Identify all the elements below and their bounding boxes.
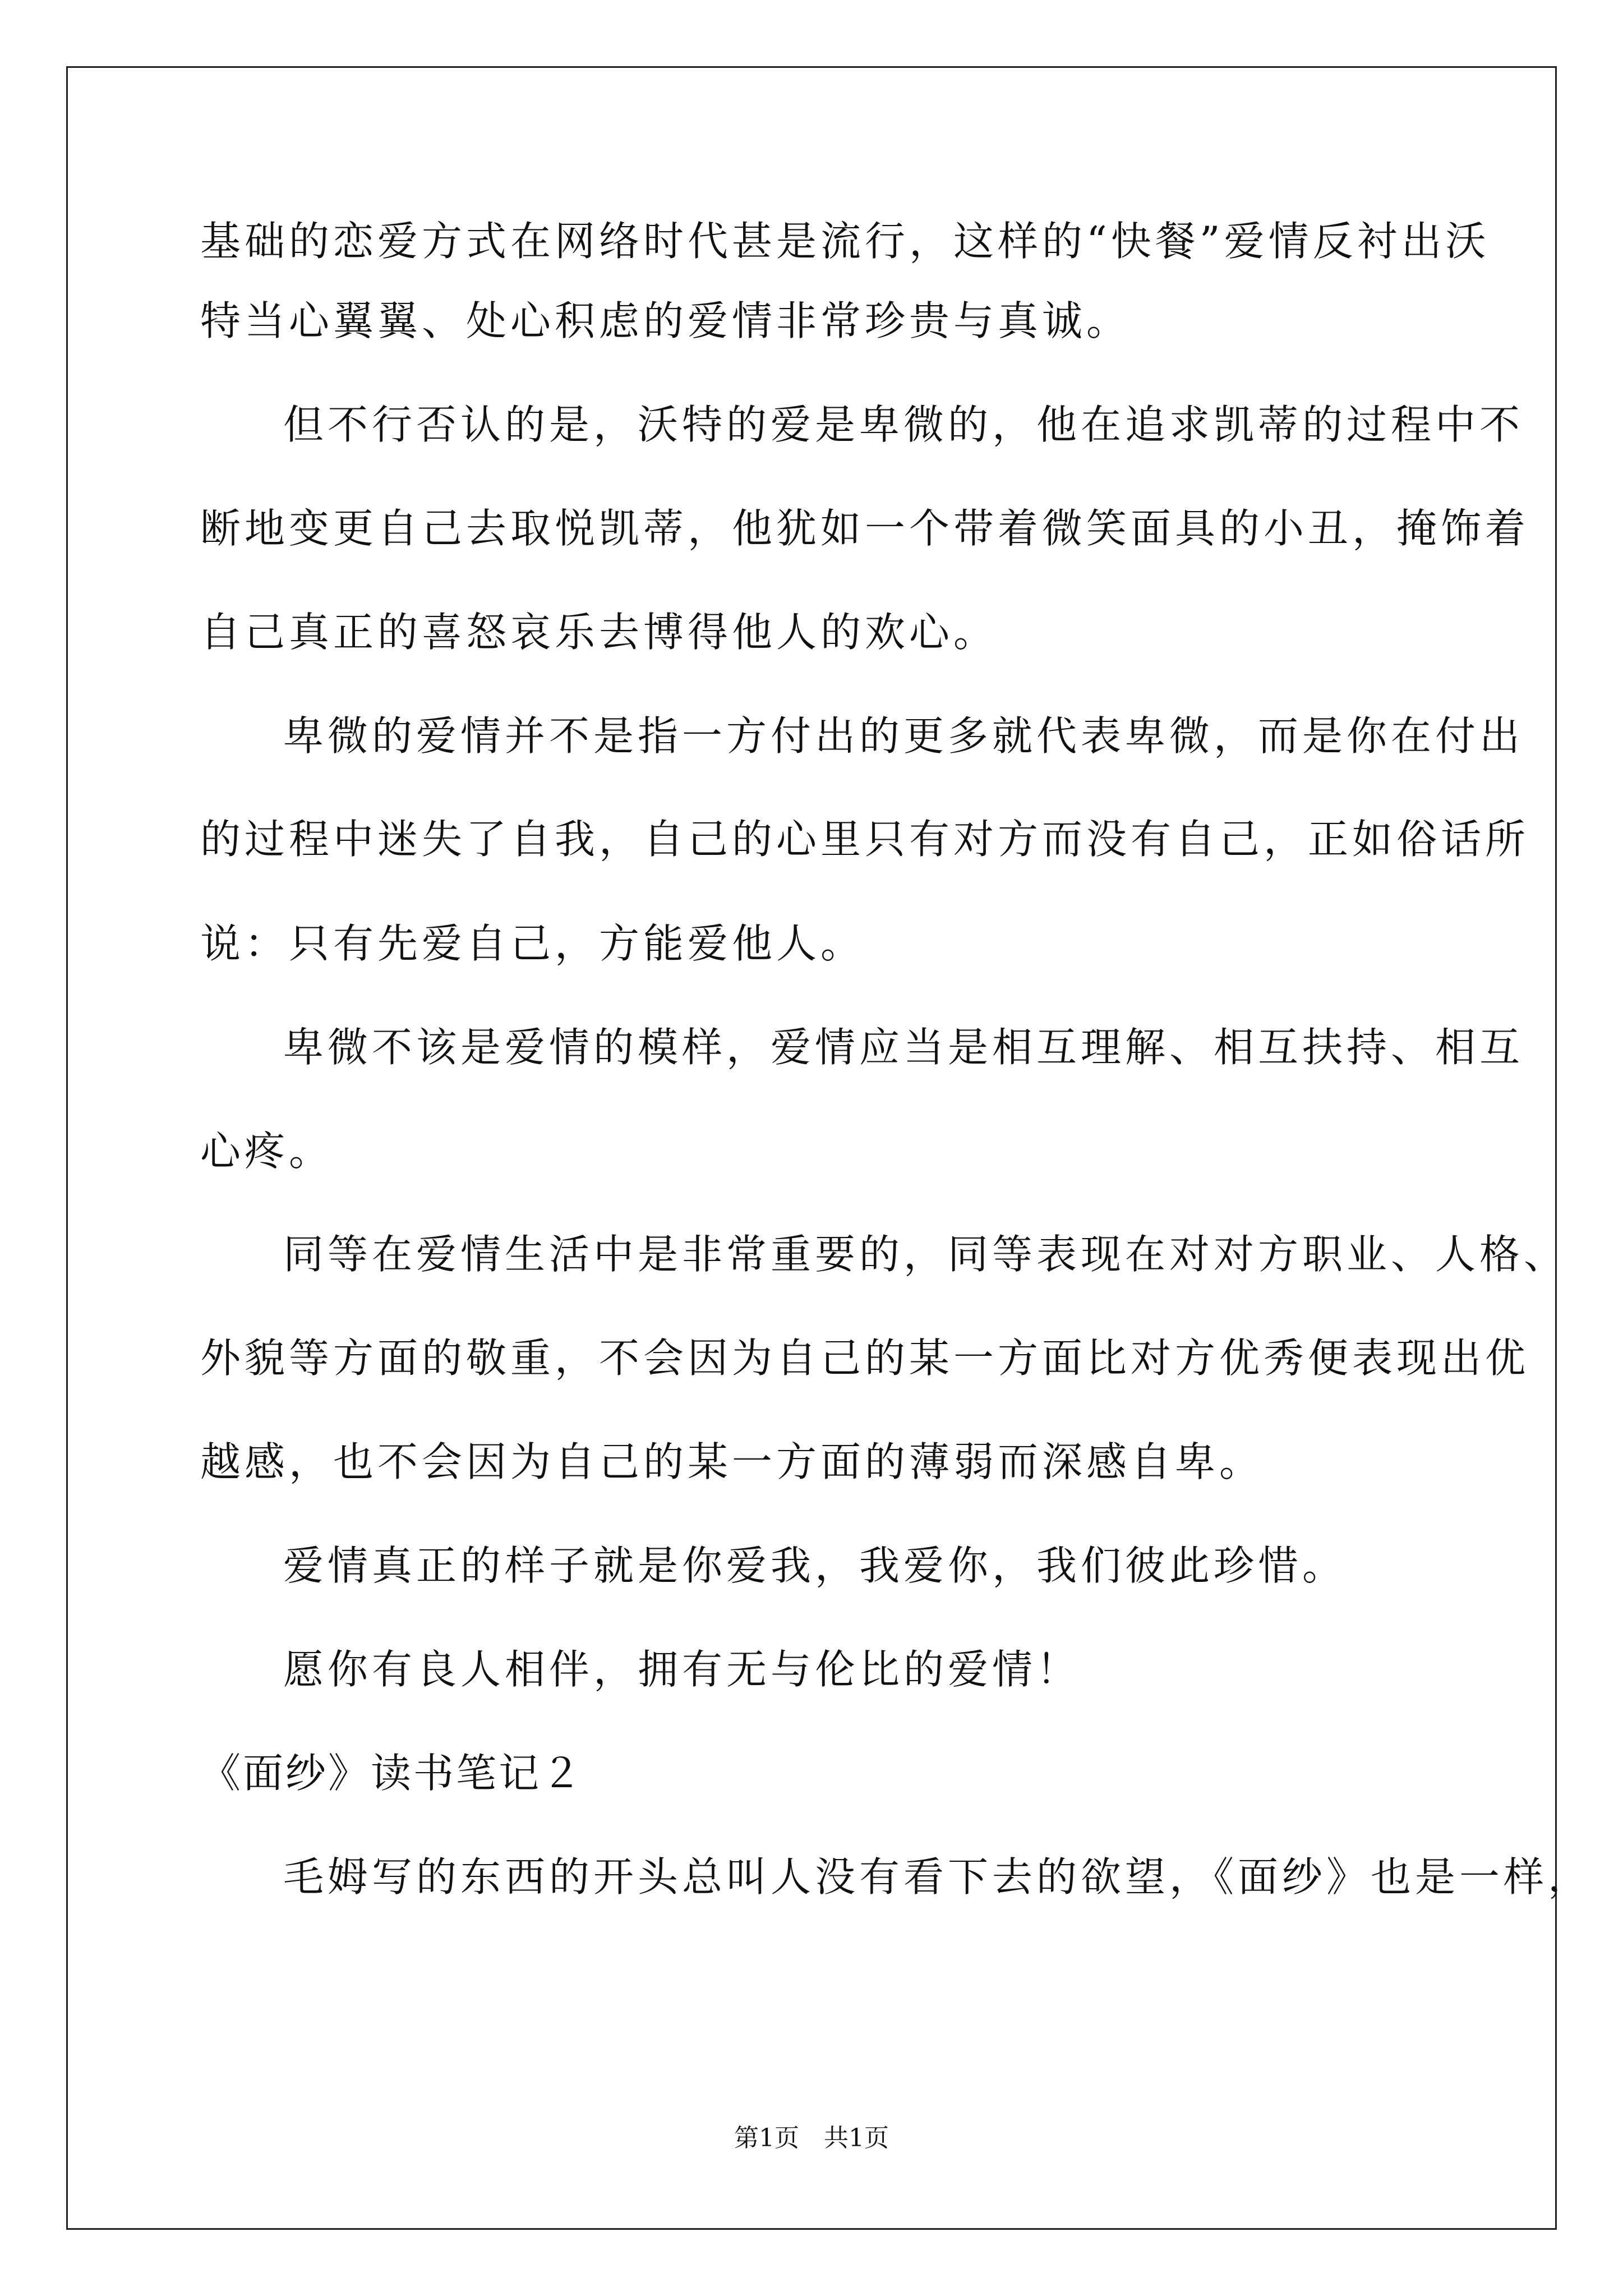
paragraph-line: 心疼。 — [200, 1128, 334, 1175]
paragraph-line: 断地变更自己去取悦凯蒂，他犹如一个带着微笑面具的小丑，掩饰着 — [200, 505, 1530, 552]
paragraph-line: 毛姆写的东西的开头总叫人没有看下去的欲望，《面纱》也是一样， — [283, 1853, 1593, 1901]
paragraph-line: 自己真正的喜怒哀乐去博得他人的欢心。 — [200, 609, 998, 656]
paragraph-line: 爱情真正的样子就是你爱我，我爱你，我们彼此珍惜。 — [283, 1542, 1347, 1589]
paragraph-line: 卑微的爱情并不是指一方付出的更多就代表卑微，而是你在付出 — [283, 712, 1524, 760]
section-heading: 《面纱》读书笔记２ — [200, 1750, 584, 1797]
paragraph-line: 外貌等方面的敬重，不会因为自己的某一方面比对方优秀便表现出优 — [200, 1335, 1530, 1382]
paragraph-line: 卑微不该是爱情的模样，爱情应当是相互理解、相互扶持、相互 — [283, 1024, 1524, 1071]
paragraph-line: 同等在爱情生活中是非常重要的，同等表现在对对方职业、人格、 — [283, 1231, 1569, 1278]
page-number-footer: 第1页 共1页 — [734, 2124, 889, 2152]
paragraph-line: 愿你有良人相伴，拥有无与伦比的爱情！ — [283, 1646, 1081, 1693]
paragraph-line: 特当心翼翼、处心积虑的爱情非常珍贵与真诚。 — [200, 297, 1131, 344]
paragraph-line: 但不行否认的是，沃特的爱是卑微的，他在追求凯蒂的过程中不 — [283, 401, 1524, 448]
paragraph-line: 说：只有先爱自己，方能爱他人。 — [200, 920, 865, 967]
paragraph-line: 越感，也不会因为自己的某一方面的薄弱而深感自卑。 — [200, 1438, 1264, 1485]
paragraph-line: 的过程中迷失了自我，自己的心里只有对方而没有自己，正如俗话所 — [200, 816, 1530, 863]
paragraph-line: 基础的恋爱方式在网络时代甚是流行，这样的“快餐”爱情反衬出沃 — [200, 218, 1490, 265]
